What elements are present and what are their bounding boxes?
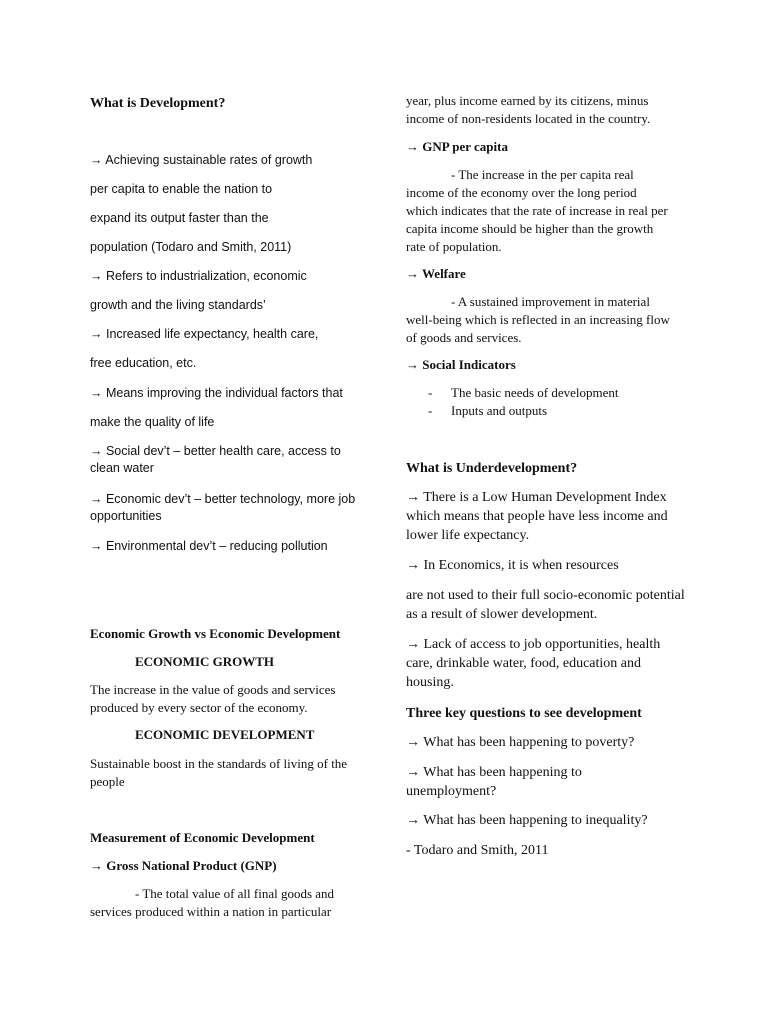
economic-development-text: Sustainable boost in the standards of living of the people [90,756,348,789]
list-item: - Inputs and outputs [428,403,548,418]
question-item: → What has been happening to inequality? [406,813,648,828]
economic-growth-text: The increase in the value of goods and services produced by every sector of the economy. [90,682,336,715]
measurement-title: Measurement of Economic Development [90,830,315,845]
social-dev-text: → Social dev’t – better health care, access to clean water [90,444,341,475]
environmental-dev-text: → Environmental dev’t – reducing pollution [90,539,328,553]
dev-line: → Achieving sustainable rates of growth [90,153,313,167]
dev-line: free education, etc. [90,356,197,370]
growth-vs-development-title: Economic Growth vs Economic Development [90,626,341,641]
dev-line: expand its output faster than the [90,211,269,225]
underdevelopment-economics-text: are not used to their full socio-economic potential as a result of slower development. [406,588,685,622]
dev-line: population (Todaro and Smith, 2011) [90,240,292,254]
dev-line: → Refers to industrialization, economic [90,269,307,283]
dev-line: make the quality of life [90,415,215,429]
question-item: → What has been happening to unemployment? [406,765,582,799]
dev-line: → Increased life expectancy, health care, [90,327,319,341]
dev-line: → Means improving the individual factors that [90,386,343,400]
underdevelopment-title: What is Underdevelopment? [406,461,578,476]
economic-growth-heading: ECONOMIC GROWTH [135,654,275,669]
dev-line: growth and the living standards’ [90,298,266,312]
citation: - Todaro and Smith, 2011 [406,843,549,858]
question-item: → What has been happening to poverty? [406,735,635,750]
gnp-text-end: year, plus income earned by its citizens, minus income of non-residents located in the country. [406,93,651,126]
economic-dev-text: → Economic dev’t – better technology, more job opportunities [90,492,356,523]
gnp-text-start: - The total value of all final goods and services produced within a nation in particular [90,886,335,919]
gnp-per-capita-text: - The increase in the per capita real income of the economy over the long period which indicates that the rate of increase in real per capita income should be higher than the growth rate of population. [406,167,668,254]
gnp-per-capita-heading: → GNP per capita [406,139,508,154]
underdevelopment-economics-line: → In Economics, it is when resources [406,558,619,573]
underdevelopment-access-text: → Lack of access to job opportunities, health care, drinkable water, food, education and housing. [406,637,661,690]
key-questions-title: Three key questions to see development [406,706,642,721]
development-title: What is Development? [90,96,226,111]
welfare-text: - A sustained improvement in material well-being which is reflected in an increasing flow of goods and services. [406,294,670,345]
social-indicators-list [406,384,686,420]
dev-line: per capita to enable the nation to [90,182,273,196]
list-item: - The basic needs of development [428,385,619,400]
social-indicators-heading: → Social Indicators [406,357,516,372]
welfare-heading: → Welfare [406,266,466,281]
gnp-heading: → Gross National Product (GNP) [90,858,277,873]
underdevelopment-hdi-text: → There is a Low Human Development Index which means that people have less income and lower life expectancy. [406,490,668,543]
economic-development-heading: ECONOMIC DEVELOPMENT [135,727,315,742]
